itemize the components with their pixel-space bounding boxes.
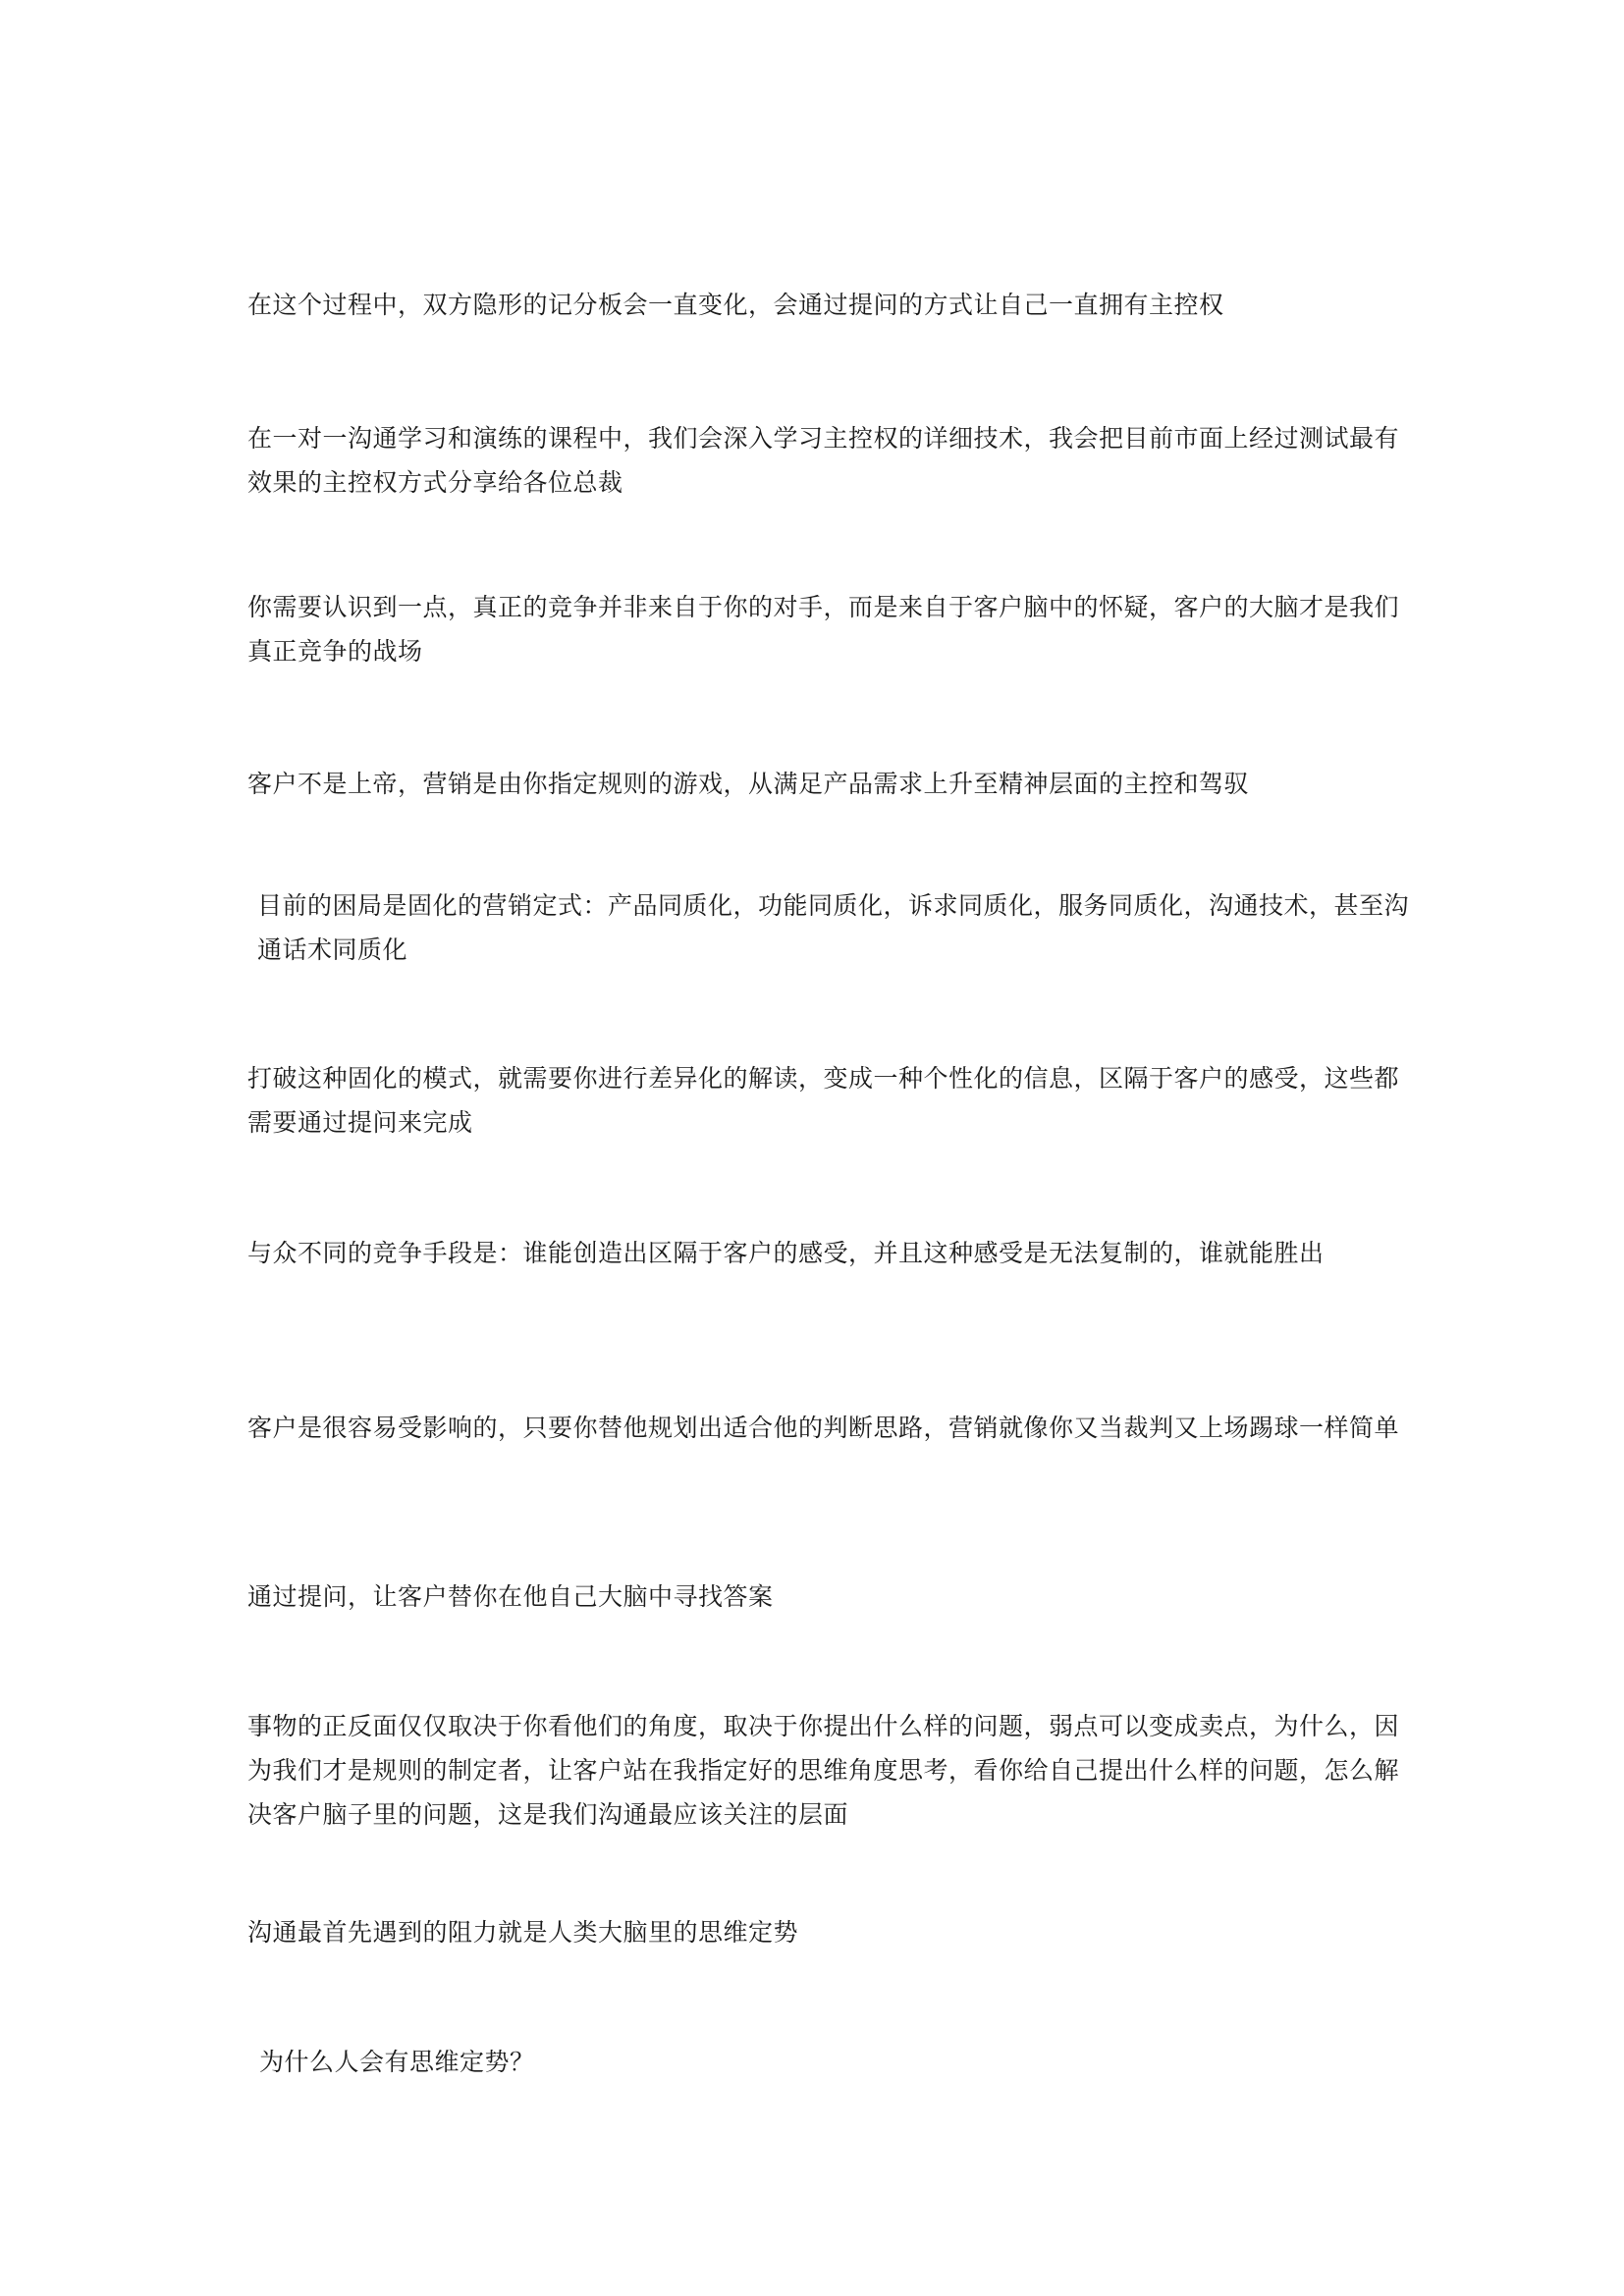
paragraph: 沟通最首先遇到的阻力就是人类大脑里的思维定势 bbox=[247, 1918, 799, 1947]
paragraph: 客户是很容易受影响的，只要你替他规划出适合他的判断思路，营销就像你又当裁判又上场踢球一样简单 bbox=[247, 1414, 1400, 1442]
paragraph: 事物的正反面仅仅取决于你看他们的角度，取决于你提出什么样的问题，弱点可以变成卖点，为什么，因为我们才是规则的制定者，让客户站在我指定好的思维角度思考，看你给自己提出什么样的问题，怎么解决客户脑子里的问题，这是我们沟通最应该关注的层面 bbox=[247, 1712, 1400, 1829]
paragraph: 通过提问，让客户替你在他自己大脑中寻找答案 bbox=[247, 1582, 774, 1611]
paragraph: 打破这种固化的模式，就需要你进行差异化的解读，变成一种个性化的信息，区隔于客户的感受，这些都需要通过提问来完成 bbox=[247, 1064, 1400, 1137]
paragraph: 客户不是上帝，营销是由你指定规则的游戏，从满足产品需求上升至精神层面的主控和驾驭 bbox=[247, 770, 1250, 798]
paragraph: 为什么人会有思维定势？ bbox=[259, 2048, 535, 2076]
paragraph: 在这个过程中，双方隐形的记分板会一直变化，会通过提问的方式让自己一直拥有主控权 bbox=[247, 291, 1224, 319]
paragraph: 与众不同的竞争手段是：谁能创造出区隔于客户的感受，并且这种感受是无法复制的，谁就能胜出 bbox=[247, 1239, 1325, 1267]
paragraph: 在一对一沟通学习和演练的课程中，我们会深入学习主控权的详细技术，我会把目前市面上经过测试最有效果的主控权方式分享给各位总裁 bbox=[247, 424, 1400, 497]
paragraph: 你需要认识到一点，真正的竞争并非来自于你的对手，而是来自于客户脑中的怀疑，客户的大脑才是我们真正竞争的战场 bbox=[247, 593, 1400, 666]
paragraph: 目前的困局是固化的营销定式：产品同质化，功能同质化，诉求同质化，服务同质化，沟通技术，甚至沟通话术同质化 bbox=[257, 891, 1410, 964]
